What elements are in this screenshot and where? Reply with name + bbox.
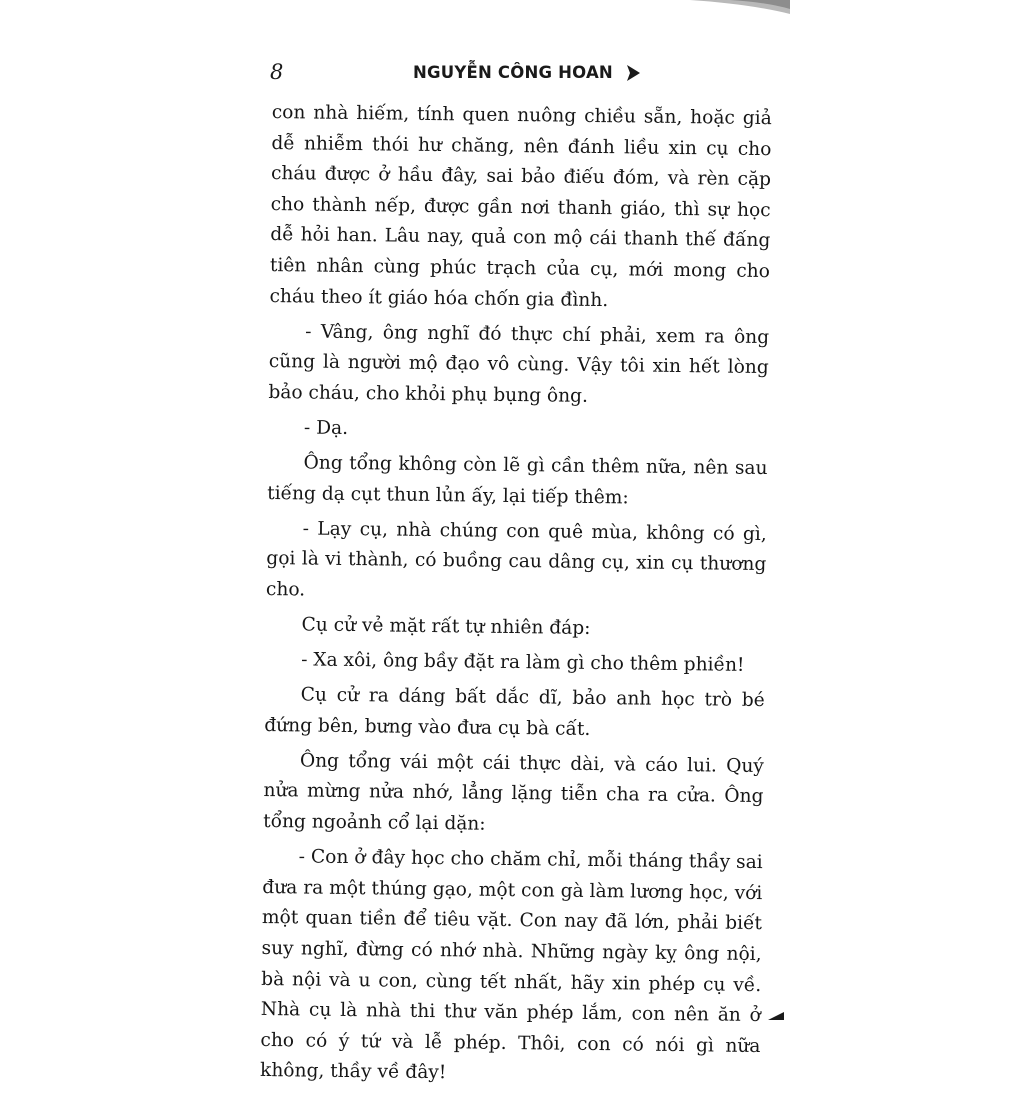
page-edge-shadow	[690, 0, 790, 14]
paragraph: - Dạ.	[303, 417, 349, 439]
page-header	[270, 56, 770, 90]
paragraph: Ông tổng không còn lẽ gì cần thêm nữa, nên sau tiếng dạ cụt thun lủn ấy, lại tiếp thêm:	[267, 452, 768, 509]
arrow-right-icon	[625, 64, 641, 82]
body-text	[260, 98, 772, 1097]
page-number: 8	[270, 60, 284, 84]
paragraph: con nhà hiếm, tính quen nuông chiều sẵn, hoặc giả dễ nhiễm thói hư chăng, nên đánh liều xin cụ cho cháu được ở hầu đây, sai bảo điếu đóm, và rèn cặp cho thành nếp, được gần nơi thanh giáo, thì sự học dễ hỏi han. Lâu nay, quả con mộ cái thanh thế đấng tiên nhân cùng phúc trạch của cụ, mới mong cho cháu theo ít giáo hóa chốn gia đình.	[269, 101, 772, 311]
scan-mark	[762, 1012, 784, 1020]
running-title: NGUYỄN CÔNG HOAN	[413, 63, 613, 82]
paragraph: Cụ cử ra dáng bất dắc dĩ, bảo anh học trò bé đứng bên, bưng vào đưa cụ bà cất.	[264, 684, 765, 740]
paragraph: - Con ở đây học cho chăm chỉ, mỗi tháng thầy sai đưa ra một thúng gạo, một con gà làm lương học, với một quan tiền để tiêu vặt. Con nay đã lớn, phải biết suy nghĩ, đừng có nhớ nhà. Những ngày kỵ ông nội, bà nội và u con, cùng tết nhất, hãy xin phép cụ về. Nhà cụ là nhà thi thư văn phép lắm, con nên ăn ở cho có ý tứ và lễ phép. Thôi, con có nói gì nữa không, thầy về đây!	[259, 846, 763, 1084]
paragraph: Ông tổng vái một cái thực dài, và cáo lui. Quý nửa mừng nửa nhớ, lẳng lặng tiễn cha ra cửa. Ông tổng ngoảnh cổ lại dặn:	[263, 750, 764, 835]
paragraph: - Vâng, ông nghĩ đó thực chí phải, xem ra ông cũng là người mộ đạo vô cùng. Vậy tôi xin hết lòng bảo cháu, cho khỏi phụ bụng ông.	[268, 321, 770, 407]
paragraph: - Lạy cụ, nhà chúng con quê mùa, không có gì, gọi là vi thành, có buồng cau dâng cụ, xin cụ thương cho.	[265, 518, 767, 601]
paragraph: Cụ cử vẻ mặt rất tự nhiên đáp:	[301, 614, 591, 639]
paragraph: - Xa xôi, ông bầy đặt ra làm gì cho thêm phiền!	[301, 649, 745, 676]
